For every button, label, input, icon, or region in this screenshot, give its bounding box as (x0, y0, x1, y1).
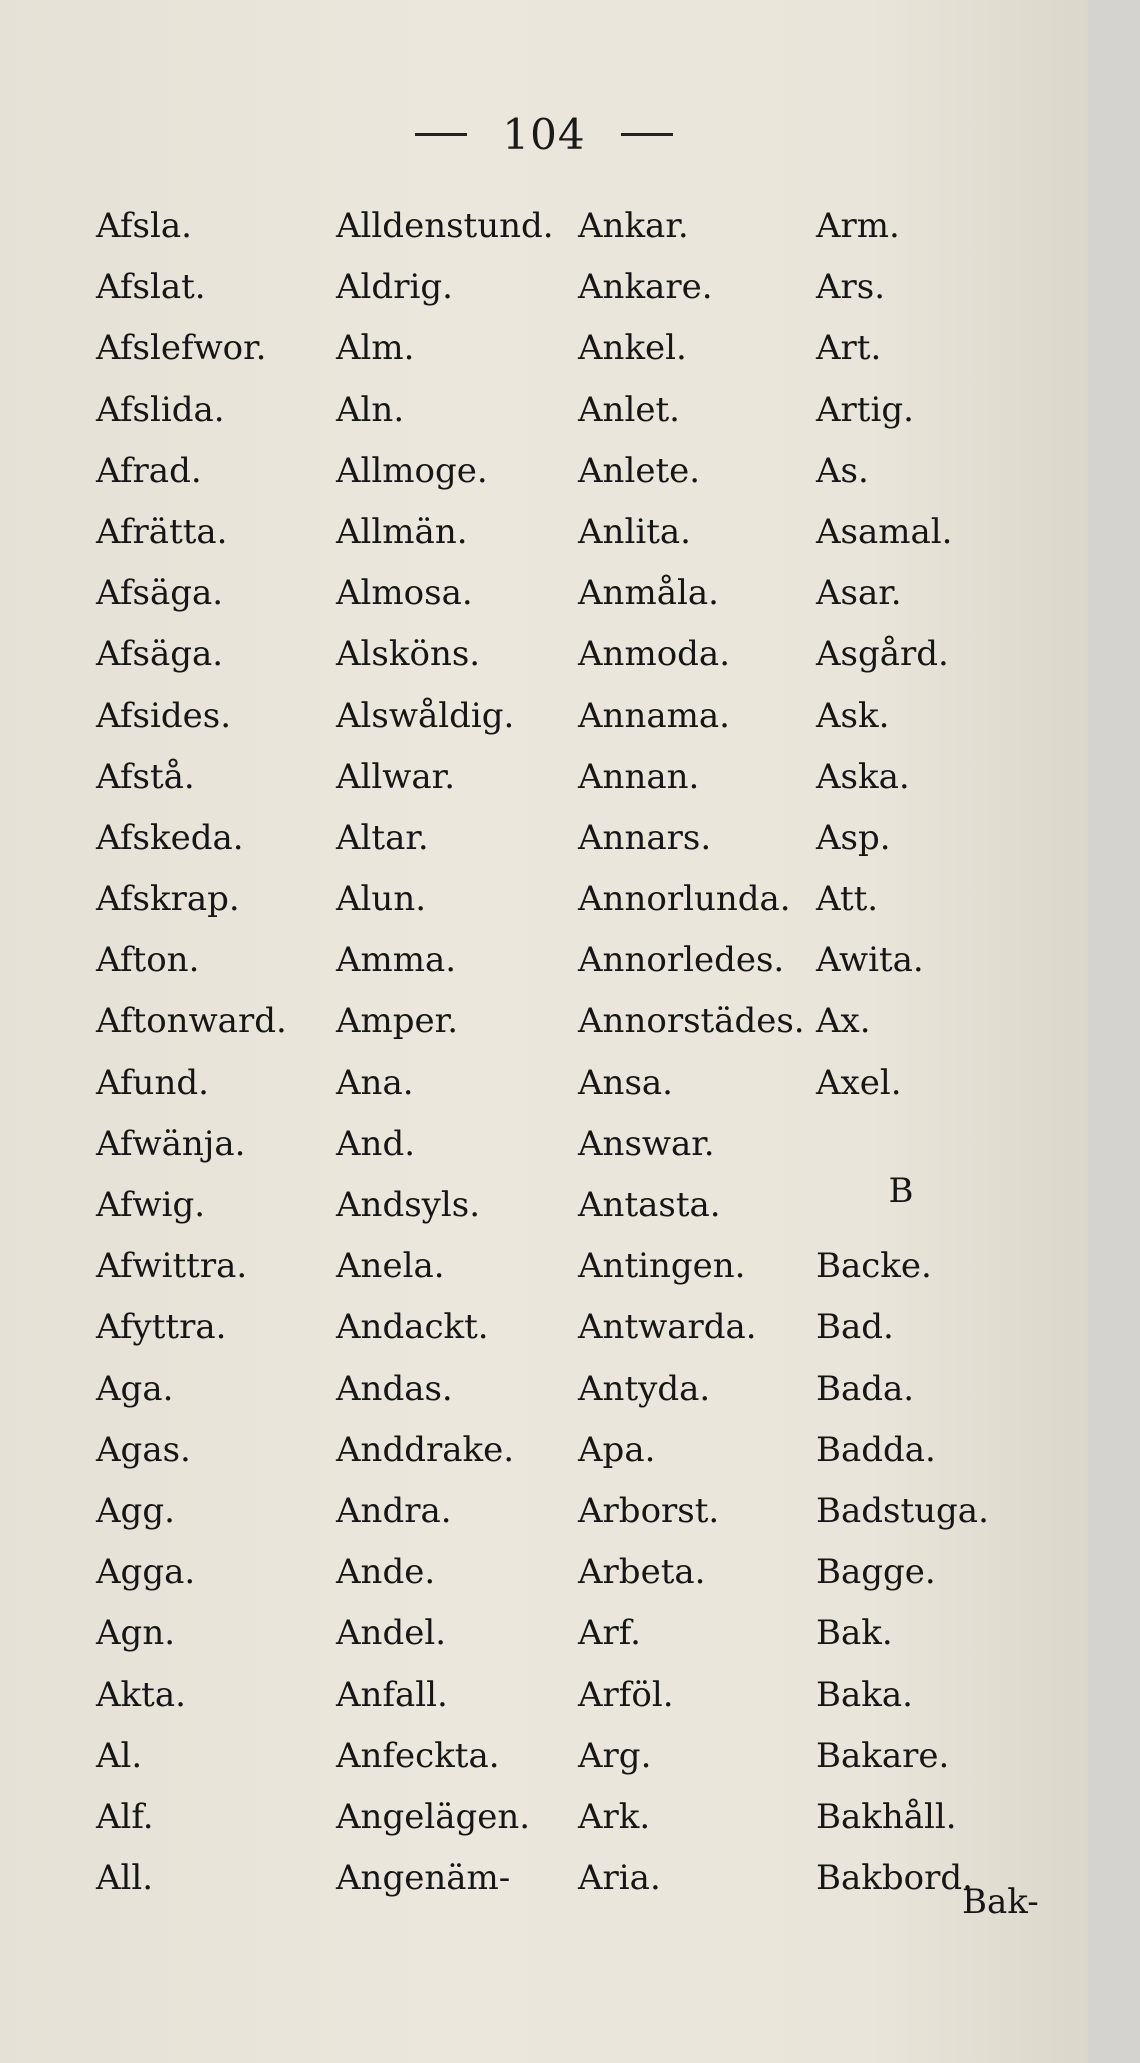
word-entry: Annorstädes. (578, 1001, 805, 1042)
word-entry: As. (816, 450, 869, 491)
word-entry: Afton. (96, 940, 200, 981)
word-entry: Alun. (336, 879, 427, 920)
word-entry: Afsäga. (96, 573, 224, 614)
word-entry: Arm. (816, 206, 900, 246)
word-entry: Answar. (578, 1123, 715, 1164)
word-entry: Andas. (336, 1368, 453, 1409)
word-entry: Antasta. (578, 1185, 721, 1225)
word-entry: Amper. (336, 1001, 459, 1042)
word-entry: Alf. (96, 1796, 154, 1837)
word-entry: Anlita. (578, 511, 691, 552)
word-entry: Ask. (816, 695, 890, 736)
word-entry: Afyttra. (96, 1307, 227, 1348)
word-entry: Akta. (96, 1674, 186, 1715)
word-entry: Afslat. (96, 267, 206, 308)
word-entry: Aska. (816, 756, 910, 797)
word-entry: Antwarda. (578, 1307, 757, 1348)
page-header (0, 110, 1088, 159)
word-entry: Aln. (336, 389, 405, 430)
word-entry: Annama. (578, 695, 730, 736)
word-entry: Ankel. (578, 328, 687, 369)
word-entry: And. (336, 1123, 416, 1164)
word-entry: Agga. (96, 1552, 196, 1593)
word-entry: Annorledes. (578, 940, 785, 981)
word-entry: Angenäm- (336, 1858, 511, 1899)
word-entry: Bakhåll. (816, 1796, 957, 1837)
word-entry: Art. (816, 328, 882, 369)
word-entry: Bakbord. (816, 1858, 973, 1899)
word-entry: Agg. (96, 1490, 175, 1531)
word-entry: Att. (816, 879, 879, 920)
word-list-grid (96, 196, 1026, 1909)
word-entry: Afskrap. (96, 879, 240, 920)
word-entry: Afsides. (96, 695, 232, 736)
word-entry: Arföl. (578, 1674, 674, 1715)
word-entry: Afslefwor. (96, 328, 267, 369)
word-entry: Backe. (816, 1246, 932, 1287)
word-entry: Artig. (816, 389, 914, 430)
word-entry: Aldrig. (336, 267, 453, 308)
word-entry: Amma. (336, 940, 457, 981)
word-entry: Badda. (816, 1429, 936, 1470)
word-entry: Anfall. (336, 1674, 448, 1715)
word-entry: Afskeda. (96, 817, 244, 858)
word-entry: Ana. (336, 1062, 414, 1103)
word-entry: Agas. (96, 1429, 191, 1470)
word-entry: Andel. (336, 1613, 447, 1654)
word-entry: Ansa. (578, 1062, 673, 1103)
word-entry: Alm. (336, 328, 415, 369)
word-entry: Axel. (816, 1062, 902, 1103)
word-entry: Arbeta. (578, 1552, 706, 1593)
word-entry: Andackt. (336, 1307, 489, 1348)
word-entry: Almosa. (336, 573, 473, 614)
word-entry: Bagge. (816, 1552, 936, 1593)
word-entry: Anmoda. (578, 634, 731, 675)
word-entry: Bakare. (816, 1735, 950, 1776)
word-entry: Anlet. (578, 389, 680, 430)
word-entry: Aftonward. (96, 1001, 287, 1042)
section-letter: B (888, 1171, 914, 1211)
word-entry: Aria. (578, 1858, 661, 1899)
catchword: Bak- (962, 1882, 1039, 1922)
word-entry: Afstå. (96, 756, 195, 797)
word-entry: Altar. (336, 817, 429, 858)
word-entry: Ars. (816, 267, 886, 308)
word-entry: Anfeckta. (336, 1735, 500, 1776)
word-entry: Angelägen. (336, 1796, 531, 1837)
word-entry: Ax. (816, 1001, 871, 1042)
word-entry: Allmoge. (336, 450, 488, 491)
word-entry: Apa. (578, 1429, 656, 1470)
word-entry: Afrätta. (96, 511, 228, 552)
word-entry: Afwig. (96, 1185, 206, 1225)
word-entry: Alsköns. (336, 634, 481, 675)
header-dash-right (621, 133, 673, 136)
word-entry: Baka. (816, 1674, 913, 1715)
word-entry: Afsäga. (96, 634, 224, 675)
word-entry: Andra. (336, 1490, 452, 1531)
word-entry: Afrad. (96, 450, 202, 491)
word-entry: Annars. (578, 817, 712, 858)
word-entry: Asp. (816, 817, 891, 858)
word-entry: Alswåldig. (336, 695, 515, 736)
word-entry: Ande. (336, 1552, 436, 1593)
word-entry: Andsyls. (336, 1185, 481, 1225)
word-entry: Anlete. (578, 450, 701, 491)
word-entry: Arg. (578, 1735, 652, 1776)
word-entry: Badstuga. (816, 1490, 989, 1531)
word-entry: Allmän. (336, 511, 468, 552)
word-entry: Anela. (336, 1246, 445, 1287)
word-entry: Afwänja. (96, 1123, 246, 1164)
word-entry: Bad. (816, 1307, 894, 1348)
word-entry: Antyda. (578, 1368, 711, 1409)
word-entry: Arborst. (578, 1490, 720, 1531)
word-entry: Afslida. (96, 389, 225, 430)
word-entry: Allwar. (336, 756, 455, 797)
word-entry: Bada. (816, 1368, 915, 1409)
word-entry: Ark. (578, 1796, 651, 1837)
header-dash-left (415, 133, 467, 136)
word-entry: Aga. (96, 1368, 174, 1409)
word-entry: Asgård. (816, 634, 949, 675)
word-entry: Anddrake. (336, 1429, 515, 1470)
word-entry: Asar. (816, 573, 902, 614)
page-edge-background (1088, 0, 1140, 2063)
word-entry: Annan. (578, 756, 700, 797)
word-entry: Afund. (96, 1062, 209, 1103)
word-entry: Antingen. (578, 1246, 746, 1287)
word-entry: Afwittra. (96, 1246, 248, 1287)
word-entry: All. (96, 1858, 154, 1899)
word-entry: Agn. (96, 1613, 176, 1654)
word-entry: Arf. (578, 1613, 641, 1654)
page-number: 104 (502, 110, 586, 159)
word-entry: Bak. (816, 1613, 893, 1654)
word-entry: Annorlunda. (578, 879, 791, 920)
word-entry: Asamal. (816, 511, 953, 552)
word-entry: Awita. (816, 940, 924, 981)
word-entry: Afsla. (96, 206, 192, 246)
word-entry: Ankare. (578, 267, 713, 308)
word-entry: Ankar. (578, 206, 689, 246)
word-entry: Anmåla. (578, 573, 719, 614)
word-entry: Alldenstund. (336, 206, 554, 246)
word-entry: Al. (96, 1735, 143, 1776)
